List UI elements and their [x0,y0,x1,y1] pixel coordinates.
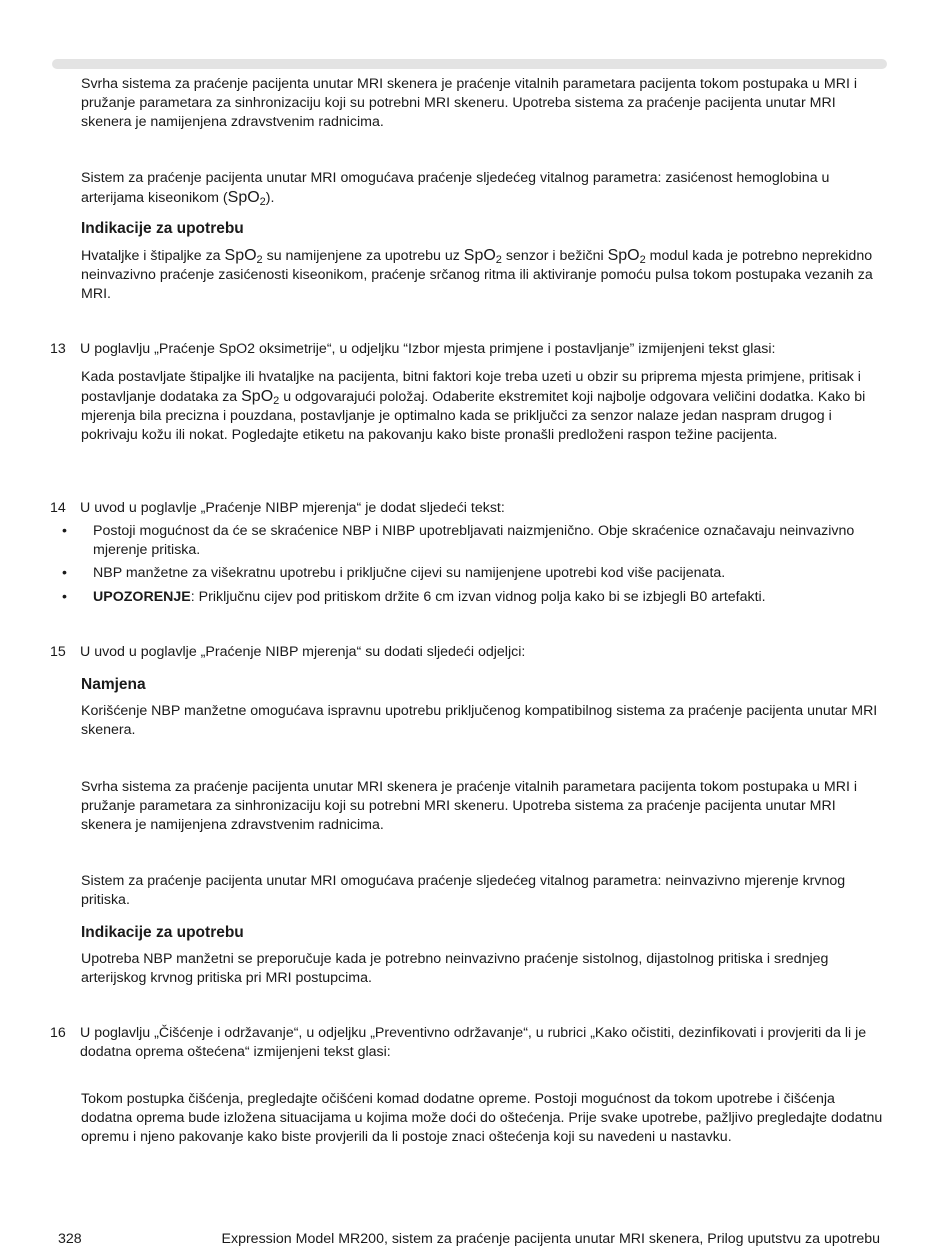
heading-indications-2: Indikacije za upotrebu [81,924,244,941]
item-number: 14 [50,500,66,516]
paragraph-purpose-1: Svrha sistema za praćenje pacijenta unutar MRI skenera je praćenje vitalnih parametara pacijenta tokom postupaka u MRI i pružanje parametara za sinhronizaciju koji su potrebni MRI skeneru. Upotreba sistema za praćenje pacijenta unutar MRI skenera je namijenjena zdravstvenim radnicima. [81,76,857,130]
paragraph-purpose-2: Svrha sistema za praćenje pacijenta unutar MRI skenera je praćenje vitalnih parametara pacijenta tokom postupaka u MRI i pružanje parametara za sinhronizaciju koji su potrebni MRI skeneru. Upotreba sistema za praćenje pacijenta unutar MRI skenera je namijenjena zdravstvenim radnicima. [81,779,857,833]
bullet-text: NBP manžetne za višekratnu upotrebu i priključne cijevi su namijenjene upotrebi kod više pacijenata. [93,565,726,581]
item-text: U poglavlju „Praćenje SpO2 oksimetrije“, u odjeljku “Izbor mjesta primjene i postavljanje” izmijenjeni tekst glasi: [80,341,776,357]
paragraph-cleaning: Tokom postupka čišćenja, pregledajte očišćeni komad dodatne opreme. Postoji mogućnost da tokom upotrebe i čišćenja dodatna oprema bude izložena situacijama u kojima može doći do oštećenja. Prije svake upotrebe, pažljivo pregledajte dodatnu opremu i njeno pakovanje kako biste provjerili da li postoje znaci oštećenja koji su navedeni u nastavku. [81,1091,883,1145]
paragraph-vital-parameter-1: Sistem za praćenje pacijenta unutar MRI omogućava praćenje sljedećeg vitalnog parametra: zasićenost hemoglobina u arterijama kiseonikom (SpO$_2$). [81,170,830,208]
item-number: 16 [50,1025,66,1041]
bullet-icon: • [62,523,67,539]
paragraph-indications-2: Upotreba NBP manžetni se preporučuje kada je potrebno neinvazivno praćenje sistolnog, dijastolnog pritiska i srednjeg arterijskog krvnog pritiska pri MRI postupcima. [81,951,829,986]
warning-label: UPOZORENJE [93,589,191,605]
header-bar [52,59,887,69]
paragraph-indications-1: Hvataljke i štipaljke za SpO$_2$ su namijenjene za upotrebu uz SpO$_2$ senzor i bežični SpO$_2$ modul kada je potrebno neprekidno neinvazivno praćenje zasićenosti kiseonikom, praćenje srčanog ritma ili aktiviranje pomoću pulsa tokom postupaka vezanih za MRI. [81,247,873,302]
item-number: 13 [50,341,66,357]
item-number: 15 [50,644,66,660]
footer-title: Expression Model MR200, sistem za praćenje pacijenta unutar MRI skenera, Prilog uputstvu za upotrebu [221,1231,880,1247]
item-text: U poglavlju „Čišćenje i održavanje“, u odjeljku „Preventivno održavanje“, u rubrici „Kako očistiti, dezinfikovati i provjeriti da li je dodatna oprema oštećena“ izmijenjeni tekst glasi: [80,1025,867,1060]
item-text: U uvod u poglavlje „Praćenje NIBP mjerenja“ su dodati sljedeći odjeljci: [80,644,526,660]
page-number: 328 [58,1231,82,1247]
bullet-icon: • [62,565,67,581]
bullet-text: Postoji mogućnost da će se skraćenice NBP i NIBP upotrebljavati naizmjenično. Obje skraćenice označavaju neinvazivno mjerenje pritiska. [93,523,855,558]
bullet-icon: • [62,589,67,605]
heading-indications-1: Indikacije za upotrebu [81,220,244,237]
bullet-text: UPOZORENJE: Priključnu cijev pod pritiskom držite 6 cm izvan vidnog polja kako bi se izbjegli B0 artefakti. [93,589,766,605]
paragraph-nbp-cuff: Korišćenje NBP manžetne omogućava ispravnu upotrebu priključenog kompatibilnog sistema za praćenje pacijenta unutar MRI skenera. [81,703,878,738]
item-text: U uvod u poglavlje „Praćenje NIBP mjerenja“ je dodat sljedeći tekst: [80,500,505,516]
paragraph-vital-parameter-2: Sistem za praćenje pacijenta unutar MRI omogućava praćenje sljedećeg vitalnog parametra: neinvazivno mjerenje krvnog pritiska. [81,873,846,908]
heading-purpose: Namjena [81,676,146,693]
paragraph-placement: Kada postavljate štipaljke ili hvataljke na pacijenta, bitni faktori koje treba uzeti u obzir su priprema mjesta primjene, pritisak i postavljanje dodataka za SpO$_2$ u odgovarajući položaj. Odaberite ekstremitet koji najbolje odgovara veličini dodatka. Kako bi mjerenja bila precizna i pouzdana, postavljanje je optimalno kada se priključci za senzor nalaze jedan naspram drugog i pokrivaju kožu ili nokat. Pogledajte etiketu na pakovanju kako biste pronašli predloženi raspon težine pacijenta. [81,369,866,443]
